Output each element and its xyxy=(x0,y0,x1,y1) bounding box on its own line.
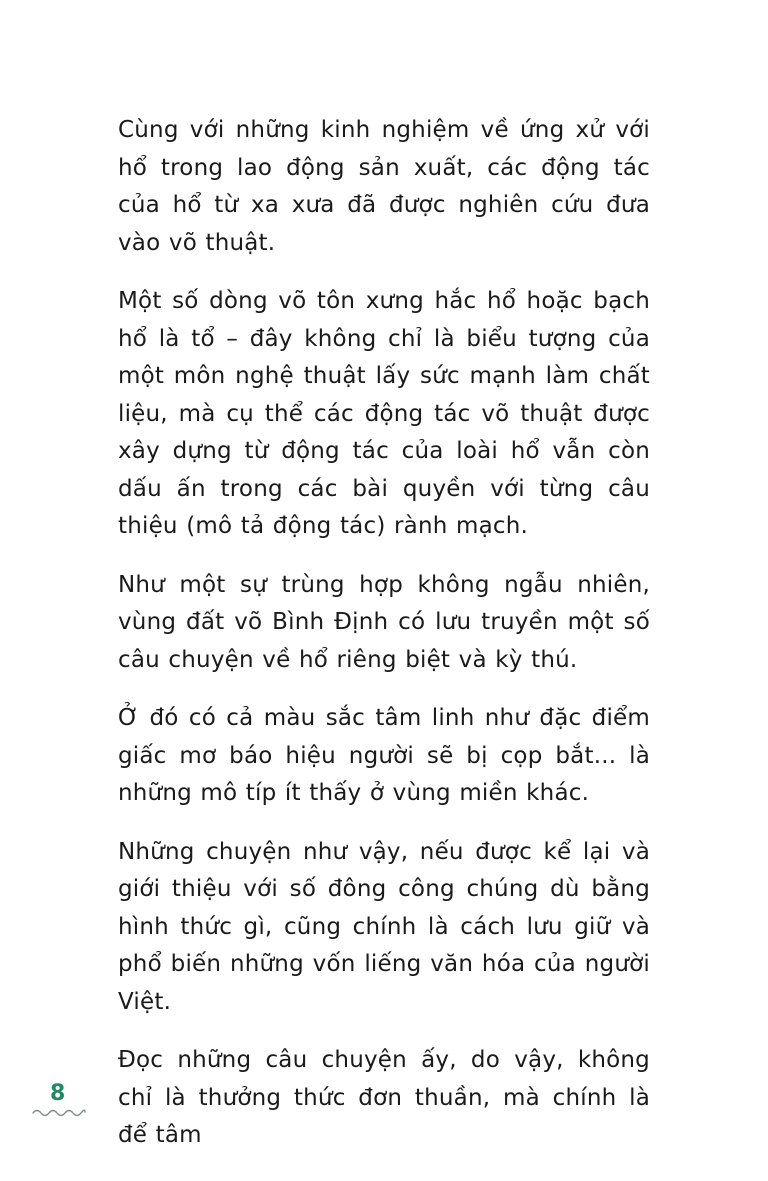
paragraph-4: Ở đó có cả màu sắc tâm linh như đặc điểm giấc mơ báo hiệu người sẽ bị cọp bắt... là những mô típ ít thấy ở vùng miền khác. xyxy=(118,705,650,806)
page-number: 8 xyxy=(50,1081,66,1106)
paragraph-2: Một số dòng võ tôn xưng hắc hổ hoặc bạch hổ là tổ – đây không chỉ là biểu tượng của một môn nghệ thuật lấy sức mạnh làm chất liệu, mà cụ thể các động tác võ thuật được xây dựng từ động tác của loài hổ vẫn còn dấu ấn trong các bài quyền với từng câu thiệu (mô tả động tác) rành mạch. xyxy=(118,288,650,539)
paragraph-6: Đọc những câu chuyện ấy, do vậy, không chỉ là thưởng thức đơn thuần, mà chính là để tâm xyxy=(118,1047,650,1148)
paragraph-5: Những chuyện như vậy, nếu được kể lại và giới thiệu với số đông công chúng dù bằng hình thức gì, cũng chính là cách lưu giữ và phổ biến những vốn liếng văn hóa của người Việt. xyxy=(118,838,650,1015)
page-body xyxy=(118,112,650,1176)
wave-ornament-icon xyxy=(32,1107,86,1117)
paragraph-3: Như một sự trùng hợp không ngẫu nhiên, vùng đất võ Bình Định có lưu truyền một số câu chuyện về hổ riêng biệt và kỳ thú. xyxy=(118,571,650,673)
paragraph-1: Cùng với những kinh nghiệm về ứng xử với hổ trong lao động sản xuất, các động tác của hổ từ xa xưa đã được nghiên cứu đưa vào võ thuật. xyxy=(118,117,650,256)
